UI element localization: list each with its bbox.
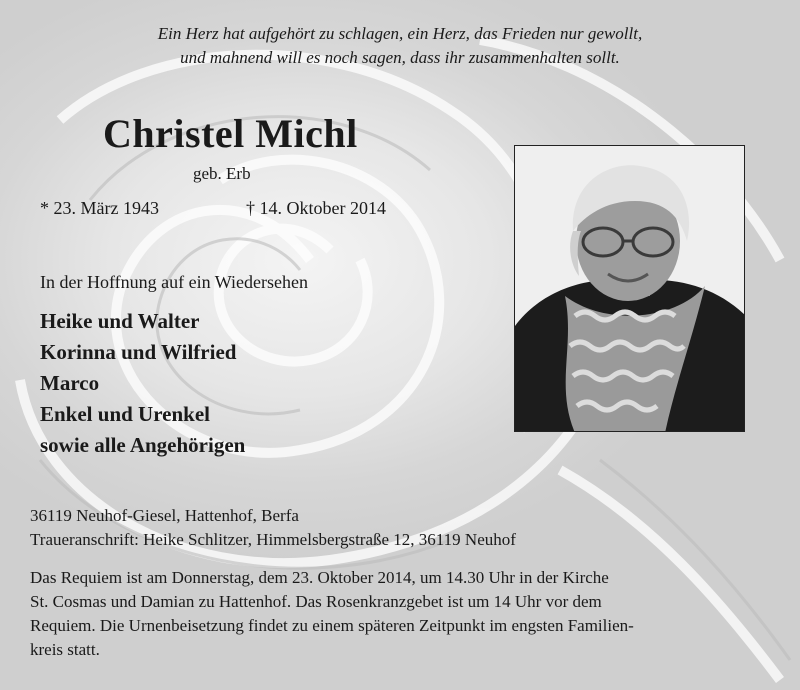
mourning-address: Traueranschrift: Heike Schlitzer, Himmelsbergstraße 12, 36119 Neuhof bbox=[30, 530, 516, 549]
portrait-photo bbox=[514, 145, 745, 432]
portrait-illustration bbox=[515, 146, 745, 432]
memorial-poem bbox=[0, 22, 800, 70]
poem-line: und mahnend will es noch sagen, dass ihr zusammenhalten sollt. bbox=[180, 48, 620, 67]
requiem-line: Das Requiem ist am Donnerstag, dem 23. Oktober 2014, um 14.30 Uhr in der Kirche bbox=[30, 568, 609, 587]
birth-name: geb. Erb bbox=[193, 164, 251, 183]
requiem-line: Requiem. Die Urnenbeisetzung findet zu einem späteren Zeitpunkt im engsten Familien- bbox=[30, 616, 634, 635]
requiem-info bbox=[30, 566, 770, 662]
poem-line: Ein Herz hat aufgehört zu schlagen, ein Herz, das Frieden nur gewollt, bbox=[157, 24, 643, 43]
requiem-line: St. Cosmas und Damian zu Hattenhof. Das Rosenkranzgebet ist um 14 Uhr vor dem bbox=[30, 592, 602, 611]
mourner-name: sowie alle Angehörigen bbox=[40, 433, 246, 457]
death-date: † 14. Oktober 2014 bbox=[246, 198, 386, 218]
deceased-name: Christel Michl bbox=[103, 111, 358, 156]
mourners-list bbox=[40, 306, 245, 461]
requiem-line: kreis statt. bbox=[30, 640, 100, 659]
mourner-name: Korinna und Wilfried bbox=[40, 340, 237, 364]
mourner-name: Enkel und Urenkel bbox=[40, 402, 210, 426]
mourner-name: Marco bbox=[40, 371, 100, 395]
mourner-name: Heike und Walter bbox=[40, 309, 200, 333]
birth-date: * 23. März 1943 bbox=[40, 198, 159, 218]
family-location: 36119 Neuhof-Giesel, Hattenhof, Berfa bbox=[30, 506, 299, 525]
hope-line: In der Hoffnung auf ein Wiedersehen bbox=[40, 272, 309, 292]
